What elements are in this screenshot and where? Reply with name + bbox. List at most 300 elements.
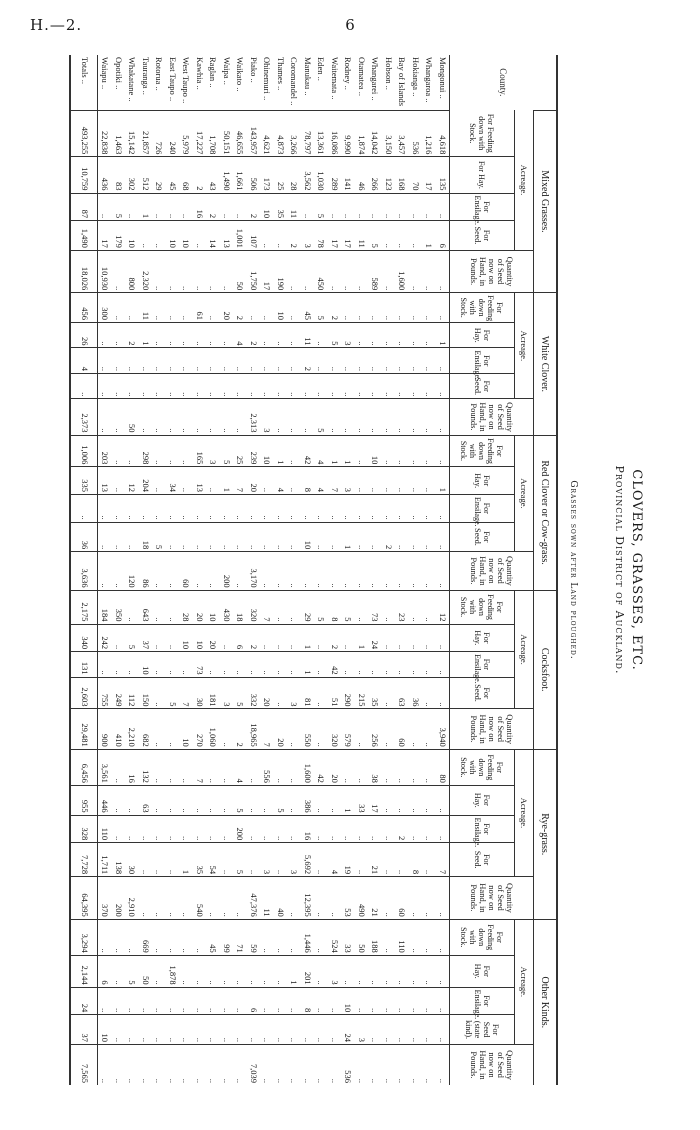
table-cell: ..	[287, 590, 301, 624]
table-cell: ..	[166, 522, 180, 552]
table-cell: ..	[179, 293, 193, 323]
table-cell: 36	[71, 522, 98, 552]
table-cell: ..	[409, 467, 423, 495]
table-cell: ..	[274, 677, 288, 709]
table-cell: 33	[355, 785, 369, 815]
table-cell: ..	[260, 293, 274, 323]
table-cell: 2	[287, 221, 301, 251]
table-cell: 35	[193, 843, 207, 877]
table-cell: ..	[193, 250, 207, 292]
table-cell: ..	[301, 399, 315, 435]
table-cell: ..	[287, 373, 301, 398]
table-cell: 22,838	[98, 110, 112, 157]
table-cell: ..	[179, 250, 193, 292]
table-cell: ..	[274, 1044, 288, 1085]
table-cell: ..	[179, 1015, 193, 1045]
table-cell: 256	[368, 709, 382, 749]
table-cell: ..	[247, 1015, 261, 1045]
table-cell: ..	[247, 843, 261, 877]
table-row	[287, 55, 301, 1085]
table-cell: 12	[436, 590, 450, 624]
table-cell: 5	[166, 677, 180, 709]
seed-header: For Seed.	[450, 843, 515, 877]
table-cell: 1,001	[233, 221, 247, 251]
table-cell: ..	[395, 293, 409, 323]
table-cell: 8	[301, 467, 315, 495]
table-cell: 10	[166, 221, 180, 251]
table-cell: 2	[247, 193, 261, 221]
table-cell: ..	[314, 373, 328, 398]
feeding-header: For Feeding down with Stock.	[450, 110, 515, 157]
table-row	[422, 55, 436, 1085]
table-cell: 200	[112, 877, 126, 920]
table-cell: ..	[125, 435, 139, 467]
table-cell: ..	[382, 552, 396, 590]
table-cell: ..	[395, 987, 409, 1015]
table-cell: ..	[220, 987, 234, 1015]
acreage-header: Acreage.	[515, 749, 534, 876]
table-cell: 70	[409, 157, 423, 193]
table-cell: 6,456	[71, 749, 98, 785]
table-cell: ..	[220, 652, 234, 677]
table-cell: 60	[395, 877, 409, 920]
table-cell: 10	[274, 293, 288, 323]
county-name: Eden ..	[316, 57, 327, 81]
table-cell: ..	[436, 919, 450, 955]
table-cell: 506	[247, 157, 261, 193]
table-cell: 2,320	[139, 250, 153, 292]
table-cell: ..	[422, 399, 436, 435]
table-cell: ..	[112, 652, 126, 677]
table-cell: 5	[314, 590, 328, 624]
table-cell: ..	[382, 709, 396, 749]
table-cell: 23	[395, 590, 409, 624]
table-cell: ..	[166, 919, 180, 955]
table-row	[193, 55, 207, 1085]
table-cell: ..	[220, 399, 234, 435]
table-cell: 35	[274, 193, 288, 221]
table-cell: 682	[139, 709, 153, 749]
table-cell: ..	[152, 987, 166, 1015]
table-cell: ..	[287, 624, 301, 652]
table-cell: 1	[220, 467, 234, 495]
table-cell: ..	[179, 955, 193, 987]
table-cell: ..	[125, 785, 139, 815]
table-cell: ..	[436, 652, 450, 677]
table-cell: 1,878	[166, 955, 180, 987]
table-cell: 38	[368, 749, 382, 785]
table-cell: 81	[301, 677, 315, 709]
county-name: Piako ..	[249, 57, 259, 83]
table-cell: 456	[71, 293, 98, 323]
table-cell: ..	[436, 399, 450, 435]
table-cell: 320	[247, 590, 261, 624]
table-cell: 11	[139, 293, 153, 323]
table-cell: ..	[409, 987, 423, 1015]
table-cell: ..	[152, 677, 166, 709]
table-cell: 7	[233, 467, 247, 495]
table-cell: ..	[166, 785, 180, 815]
table-cell: ..	[206, 494, 220, 522]
table-cell: ..	[436, 494, 450, 522]
table-cell: ..	[287, 709, 301, 749]
table-cell: ..	[382, 652, 396, 677]
table-cell: ..	[139, 494, 153, 522]
table-cell: ..	[328, 250, 342, 292]
table-cell: ..	[179, 435, 193, 467]
table-cell: ..	[166, 323, 180, 348]
table-cell: ..	[341, 815, 355, 843]
table-cell: ..	[274, 843, 288, 877]
table-cell: 20	[328, 749, 342, 785]
feeding-header: For Feeding down with Stock.	[450, 293, 515, 323]
table-cell: ..	[139, 1015, 153, 1045]
table-cell: ..	[139, 843, 153, 877]
table-cell: 60	[179, 552, 193, 590]
table-cell: ..	[422, 815, 436, 843]
table-row	[341, 55, 355, 1085]
table-cell: 3,636	[71, 552, 98, 590]
table-cell: ..	[395, 435, 409, 467]
table-cell: ..	[314, 624, 328, 652]
table-cell: ..	[247, 373, 261, 398]
table-cell: 18	[233, 590, 247, 624]
table-cell: 150	[139, 677, 153, 709]
group-header-other-kinds: Other Kinds.	[534, 919, 557, 1085]
table-cell: ..	[436, 1044, 450, 1085]
hay-header: For Hay.	[450, 785, 515, 815]
table-cell: 5	[314, 399, 328, 435]
table-row	[139, 55, 153, 1085]
table-cell: 5	[233, 843, 247, 877]
table-cell: 50	[139, 955, 153, 987]
table-cell: 73	[193, 652, 207, 677]
table-cell: ..	[355, 323, 369, 348]
table-cell: ..	[152, 624, 166, 652]
table-cell: ..	[436, 815, 450, 843]
table-cell: ..	[355, 815, 369, 843]
table-cell: 20	[247, 467, 261, 495]
table-cell: 8	[328, 590, 342, 624]
table-cell: 10	[206, 590, 220, 624]
table-cell: ..	[206, 467, 220, 495]
totals-label: Totals ..	[71, 55, 98, 110]
group-header-red-clover: Red Clover or Cow-grass.	[534, 435, 557, 590]
acreage-header: Acreage.	[515, 110, 534, 250]
table-cell: 1	[341, 522, 355, 552]
table-cell: ..	[314, 877, 328, 920]
table-cell: ..	[179, 348, 193, 373]
table-cell: 3	[260, 399, 274, 435]
table-cell: 25	[233, 435, 247, 467]
table-cell: 1,490	[71, 221, 98, 251]
table-cell: 1	[301, 652, 315, 677]
table-cell: ..	[341, 624, 355, 652]
table-cell: 10	[125, 221, 139, 251]
table-cell: ..	[368, 348, 382, 373]
table-cell: 17,227	[193, 110, 207, 157]
table-cell: 3	[301, 221, 315, 251]
table-cell: ..	[139, 1044, 153, 1085]
table-cell: 2,910	[125, 877, 139, 920]
table-cell: ..	[206, 293, 220, 323]
table-cell: ..	[301, 250, 315, 292]
table-cell: ..	[422, 494, 436, 522]
county-name: East Taupo ..	[168, 57, 178, 102]
table-cell: 200	[233, 815, 247, 843]
table-cell: 26	[71, 323, 98, 348]
table-cell: ..	[166, 435, 180, 467]
table-cell: 5	[328, 323, 342, 348]
table-title: CLOVERS, GRASSES, ETC.	[629, 469, 644, 671]
table-row	[314, 55, 328, 1085]
table-cell: ..	[152, 221, 166, 251]
table-cell: ..	[382, 250, 396, 292]
table-cell: 18	[139, 522, 153, 552]
table-cell: ..	[193, 785, 207, 815]
table-cell: 450	[314, 250, 328, 292]
table-cell: ..	[125, 652, 139, 677]
table-cell: 35	[368, 677, 382, 709]
table-cell: 24	[368, 624, 382, 652]
acreage-header: Acreage.	[515, 293, 534, 399]
table-cell: 446	[98, 785, 112, 815]
table-cell: 13	[98, 467, 112, 495]
table-cell: ..	[341, 373, 355, 398]
table-cell: ..	[152, 815, 166, 843]
table-cell: ..	[179, 749, 193, 785]
table-cell: ..	[98, 399, 112, 435]
county-name: Waipa ..	[222, 57, 232, 85]
table-cell: 21	[368, 843, 382, 877]
table-cell: ..	[382, 323, 396, 348]
table-cell: ..	[179, 877, 193, 920]
table-cell: ..	[125, 987, 139, 1015]
table-cell: ..	[328, 877, 342, 920]
table-cell: 3,294	[71, 919, 98, 955]
table-cell: ..	[382, 749, 396, 785]
table-cell: ..	[328, 785, 342, 815]
table-cell: 83	[112, 157, 126, 193]
table-cell: ..	[247, 293, 261, 323]
table-cell: ..	[206, 373, 220, 398]
table-cell: ..	[287, 1044, 301, 1085]
table-cell: ..	[395, 522, 409, 552]
county-name: Rotorua ..	[154, 57, 165, 91]
table-cell: 1	[139, 193, 153, 221]
table-row	[260, 55, 274, 1085]
table-cell: ..	[368, 467, 382, 495]
table-cell: ..	[328, 552, 342, 590]
table-cell: ..	[287, 348, 301, 373]
table-row	[368, 55, 382, 1085]
feeding-header: For Feeding down with Stock.	[450, 590, 515, 624]
table-cell: ..	[395, 749, 409, 785]
table-cell: ..	[355, 494, 369, 522]
table-cell: ..	[166, 652, 180, 677]
table-cell: ..	[233, 552, 247, 590]
table-cell: 556	[260, 749, 274, 785]
table-cell: ..	[328, 193, 342, 221]
table-cell: 5,692	[301, 843, 315, 877]
qty-header: Quantity of Seed now on Hand, in Pounds.	[450, 250, 534, 292]
table-cell: ..	[395, 552, 409, 590]
table-cell: ..	[328, 987, 342, 1015]
table-cell: ..	[422, 624, 436, 652]
table-cell: ..	[395, 373, 409, 398]
table-cell: ..	[274, 1015, 288, 1045]
table-cell: 800	[125, 250, 139, 292]
table-cell: ..	[260, 522, 274, 552]
table-cell: 6	[233, 624, 247, 652]
table-cell: 45	[166, 157, 180, 193]
table-cell: ..	[152, 1015, 166, 1045]
table-cell: 30	[125, 843, 139, 877]
table-cell: ..	[287, 919, 301, 955]
table-cell: ..	[247, 652, 261, 677]
table-cell: 302	[125, 157, 139, 193]
table-cell: 61	[193, 293, 207, 323]
table-cell: ..	[193, 815, 207, 843]
table-cell: ..	[409, 399, 423, 435]
table-cell: 2	[206, 193, 220, 221]
table-cell: ..	[274, 522, 288, 552]
table-cell: ..	[112, 552, 126, 590]
table-cell: ..	[382, 399, 396, 435]
table-cell: 28	[287, 157, 301, 193]
table-cell: 2	[247, 624, 261, 652]
table-cell: 955	[71, 785, 98, 815]
table-row	[355, 55, 369, 1085]
table-cell: 5,979	[179, 110, 193, 157]
table-cell: ..	[422, 590, 436, 624]
table-cell: 240	[166, 110, 180, 157]
table-cell: ..	[355, 590, 369, 624]
table-cell: 266	[368, 157, 382, 193]
hay-header: For Hay.	[450, 955, 515, 987]
table-cell: 10	[179, 221, 193, 251]
ensilage-header: For Ensilage.	[450, 193, 515, 221]
table-cell: 1	[287, 955, 301, 987]
table-cell: 550	[301, 709, 315, 749]
table-cell: 19	[341, 843, 355, 877]
table-cell: 16	[125, 749, 139, 785]
table-cell: ..	[409, 1044, 423, 1085]
table-cell: ..	[409, 624, 423, 652]
table-cell: 3,940	[436, 709, 450, 749]
hay-header: For Hay.	[450, 467, 515, 495]
table-cell: 4,618	[436, 110, 450, 157]
table-cell: ..	[179, 785, 193, 815]
table-cell: ..	[287, 652, 301, 677]
table-cell: ..	[422, 348, 436, 373]
table-row	[112, 55, 126, 1085]
table-cell: ..	[395, 785, 409, 815]
table-row	[166, 55, 180, 1085]
table-cell: ..	[409, 877, 423, 920]
table-cell: ..	[355, 709, 369, 749]
table-cell: ..	[341, 399, 355, 435]
table-cell: ..	[341, 348, 355, 373]
table-cell: 436	[98, 157, 112, 193]
table-cell: 30	[193, 677, 207, 709]
table-cell: ..	[233, 1015, 247, 1045]
table-cell: ..	[274, 399, 288, 435]
table-cell: ..	[193, 323, 207, 348]
table-cell: 42	[301, 435, 315, 467]
table-cell: 17	[328, 221, 342, 251]
table-cell: 5	[314, 193, 328, 221]
table-cell: 37	[139, 624, 153, 652]
page-number: 6	[345, 16, 355, 34]
table-cell: 13	[193, 467, 207, 495]
table-cell: ..	[422, 785, 436, 815]
table-cell: 2	[247, 323, 261, 348]
ensilage-header: For Ensilage.	[450, 815, 515, 843]
table-row	[409, 55, 423, 1085]
county-name: Waikato ..	[235, 57, 246, 92]
table-cell: ..	[422, 522, 436, 552]
table-cell: ..	[233, 373, 247, 398]
table-cell: 3	[260, 843, 274, 877]
table-cell: 3,150	[382, 110, 396, 157]
table-cell: 13	[220, 221, 234, 251]
table-cell: ..	[233, 193, 247, 221]
table-cell: 43	[206, 157, 220, 193]
county-name: Bay of Islands	[397, 57, 408, 107]
table-cell: ..	[301, 494, 315, 522]
table-cell: 16,086	[328, 110, 342, 157]
table-cell: 181	[206, 677, 220, 709]
table-cell: ..	[98, 919, 112, 955]
table-cell: 21,857	[139, 110, 153, 157]
table-cell: ..	[274, 373, 288, 398]
table-cell: ..	[166, 1015, 180, 1045]
table-cell: ..	[422, 709, 436, 749]
table-cell: ..	[409, 552, 423, 590]
table-cell: 215	[355, 677, 369, 709]
table-cell: 5	[233, 785, 247, 815]
table-cell: 10	[260, 193, 274, 221]
table-cell: ..	[328, 373, 342, 398]
table-cell: 20	[206, 624, 220, 652]
table-cell: ..	[98, 494, 112, 522]
table-cell: ..	[355, 467, 369, 495]
qty-header: Quantity of Seed now on Hand, in Pounds.	[450, 399, 534, 435]
table-cell: 64,395	[71, 877, 98, 920]
table-cell: 370	[98, 877, 112, 920]
table-cell: 71	[233, 919, 247, 955]
table-cell: 86	[139, 552, 153, 590]
table-cell: 1	[436, 323, 450, 348]
table-cell: 13,361	[314, 110, 328, 157]
table-cell: ..	[382, 919, 396, 955]
table-cell: 5	[368, 221, 382, 251]
table-cell: ..	[112, 815, 126, 843]
table-cell: ..	[314, 709, 328, 749]
table-cell: ..	[152, 193, 166, 221]
acreage-header: Acreage.	[515, 919, 534, 1044]
table-row	[206, 55, 220, 1085]
table-cell: ..	[206, 815, 220, 843]
table-cell: ..	[220, 749, 234, 785]
table-cell: 141	[341, 157, 355, 193]
table-cell: 135	[436, 157, 450, 193]
table-cell: ..	[287, 250, 301, 292]
table-cell: ..	[287, 435, 301, 467]
table-cell: ..	[112, 785, 126, 815]
table-cell: ..	[152, 250, 166, 292]
